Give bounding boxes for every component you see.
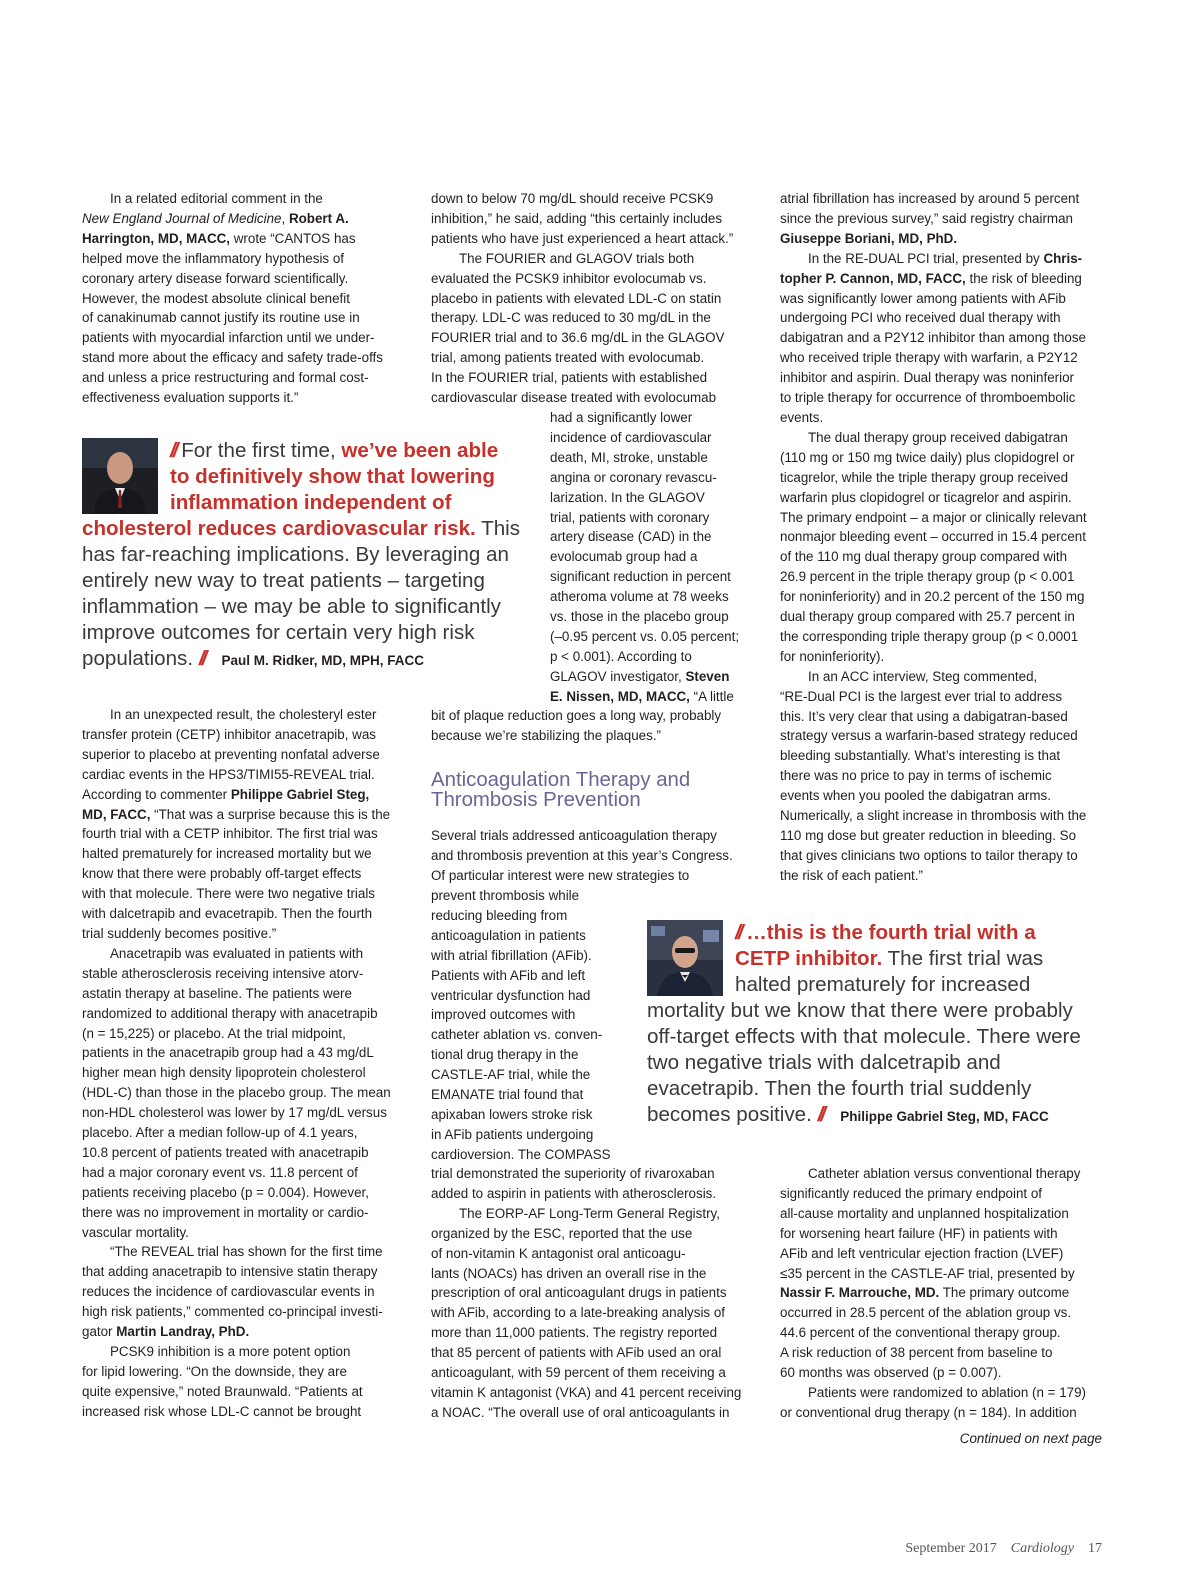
folio — [880, 1541, 1102, 1557]
quote-mark-icon: // — [735, 921, 741, 944]
text-line: high risk patients,” commented co-principal investi- — [82, 1304, 383, 1320]
text-line: inhibitor and aspirin. Dual therapy was noninferior — [780, 370, 1075, 386]
text-line: Patients with AFib and left — [431, 967, 586, 983]
text-line: vs. those in the placebo group — [550, 609, 729, 625]
text-line: transfer protein (CETP) inhibitor anacetrapib, was — [82, 726, 376, 742]
text-line: (n = 15,225) or placebo. At the trial midpoint, — [82, 1025, 346, 1041]
col2-narrow — [550, 408, 760, 707]
text-line: 26.9 percent in the triple therapy group (p < 0.001 — [780, 569, 1075, 585]
text-line: p < 0.001). According to — [550, 648, 692, 664]
text-line: there was no price to pay in terms of ischemic — [780, 768, 1052, 784]
text-line: that gives clinicians two options to tailor therapy to — [780, 847, 1078, 863]
text-line: vitamin K antagonist (VKA) and 41 percent receiving — [431, 1384, 742, 1400]
text-line: The EORP-AF Long-Term General Registry, — [459, 1205, 720, 1221]
text-line: non-HDL cholesterol was lower by 17 mg/dL versus — [82, 1105, 387, 1121]
text-line: prescription of oral anticoagulant drugs in patients — [431, 1285, 727, 1301]
text-line: with that molecule. There were two negative trials — [82, 886, 375, 902]
text-line: vascular mortality. — [82, 1224, 189, 1240]
text-line: that adding anacetrapib to intensive statin therapy — [82, 1264, 378, 1280]
text-line: The FOURIER and GLAGOV trials both — [459, 250, 695, 266]
quote-mark-icon: // — [817, 1103, 824, 1126]
text-line: CASTLE-AF trial, while the — [431, 1067, 591, 1083]
text-line: the corresponding triple therapy group (p < 0.0001 — [780, 628, 1079, 644]
text-line: trial suddenly becomes positive.” — [82, 925, 277, 941]
text-line: added to aspirin in patients with atherosclerosis. — [431, 1185, 717, 1201]
quote-line: to definitively show that lowering — [170, 465, 495, 488]
text-line: because we’re stabilizing the plaques.” — [431, 727, 662, 743]
text-line: therapy. LDL-C was reduced to 30 mg/dL in the — [431, 310, 711, 326]
text-line: topher P. Cannon, MD, FACC, the risk of bleeding — [780, 270, 1082, 286]
text-line: Numerically, a slight increase in thrombosis with the — [780, 808, 1087, 824]
text-line: undergoing PCI who received dual therapy with — [780, 310, 1061, 326]
text-line: E. Nissen, MD, MACC, “A little — [550, 688, 734, 704]
text-line: “RE-Dual PCI is the largest ever trial to address — [780, 688, 1063, 704]
text-line: with AFib, according to a late-breaking analysis of — [431, 1305, 726, 1321]
text-line: evaluated the PCSK9 inhibitor evolocumab vs. — [431, 270, 707, 286]
text-line: A risk reduction of 38 percent from baseline to — [780, 1345, 1053, 1361]
quote-line: has far-reaching implications. By leveraging an — [82, 543, 509, 566]
text-line: death, MI, stroke, unstable — [550, 449, 708, 465]
text-line: The primary endpoint – a major or clinically relevant — [780, 509, 1087, 525]
text-line: occurred in 28.5 percent of the ablation group vs. — [780, 1305, 1072, 1321]
text-line: 10.8 percent of patients treated with anacetrapib — [82, 1144, 369, 1160]
text-line: (110 mg or 150 mg twice daily) plus clopidogrel or — [780, 449, 1075, 465]
text-line: bit of plaque reduction goes a long way, probably — [431, 708, 722, 723]
quote-line: becomes positive. // Philippe Gabriel Steg, MD, FACC — [647, 1103, 1049, 1126]
quote-attribution: Philippe Gabriel Steg, MD, FACC — [840, 1109, 1049, 1124]
text-line: tional drug therapy in the — [431, 1047, 579, 1063]
quote-mark-icon: // — [198, 647, 205, 670]
col2-wide-after — [431, 706, 761, 746]
text-line: who received triple therapy with warfarin, a P2Y12 — [780, 350, 1078, 366]
text-line: to triple therapy for occurrence of thromboembolic — [780, 390, 1076, 406]
text-line: had a significantly lower — [550, 410, 693, 425]
text-line: atrial fibrillation has increased by around 5 percent — [780, 191, 1080, 206]
text-line: (HDL-C) than those in the placebo group. The mean — [82, 1085, 391, 1101]
text-line: artery disease (CAD) in the — [550, 529, 712, 545]
text-line: In the FOURIER trial, patients with established — [431, 370, 708, 386]
text-line: nonmajor bleeding event – occurred in 15.4 percent — [780, 529, 1086, 545]
text-line: a NOAC. “The overall use of oral anticoagulants in — [431, 1404, 730, 1420]
text-line: EMANATE trial found that — [431, 1087, 584, 1103]
text-line: higher mean high density lipoprotein cholesterol — [82, 1065, 366, 1081]
text-line: quite expensive,” noted Braunwald. “Patients at — [82, 1383, 363, 1399]
text-line: significantly reduced the primary endpoint of — [780, 1185, 1043, 1201]
col2-anticoag-wide — [431, 826, 761, 886]
quote-line: improve outcomes for certain very high risk — [82, 621, 475, 644]
quote-line: // For the first time, we’ve been able — [170, 439, 499, 462]
text-line: strategy versus a warfarin-based strategy reduced — [780, 728, 1078, 744]
text-line: that 85 percent of patients with AFib used an oral — [431, 1345, 722, 1361]
text-line: the risk of each patient.” — [780, 867, 923, 883]
text-line: placebo. After a median follow-up of 4.1 years, — [82, 1125, 358, 1141]
col3-bottom — [780, 1164, 1110, 1423]
heading-line: Thrombosis Prevention — [431, 789, 641, 811]
text-line: prevent thrombosis while — [431, 888, 580, 903]
text-line: catheter ablation vs. conven- — [431, 1027, 603, 1043]
text-line: 110 mg dose but greater reduction in bleeding. So — [780, 828, 1077, 843]
continued-note: Continued on next page — [959, 1431, 1102, 1446]
text-line: of the 110 mg dual therapy group compared with — [780, 549, 1068, 565]
quote-line: mortality but we know that there were probably — [647, 999, 1073, 1022]
text-line: anticoagulation in patients — [431, 927, 586, 943]
quote-line: inflammation independent of — [170, 491, 452, 514]
text-line: halted prematurely for increased mortality but we — [82, 846, 372, 862]
text-line: there was no improvement in mortality or cardio- — [82, 1204, 369, 1220]
text-line: dabigatran and a P2Y12 inhibitor than among those — [780, 330, 1086, 346]
col2-top — [431, 189, 761, 408]
text-line: was significantly lower among patients with AFib — [780, 290, 1066, 306]
text-line: know that there were probably off-target effects — [82, 866, 362, 882]
text-line: MD, FACC, “That was a surprise because this is the — [82, 806, 391, 822]
text-line: with dalcetrapib and evacetrapib. Then the fourth — [82, 906, 373, 922]
text-line: Giuseppe Boriani, MD, PhD. — [780, 230, 958, 246]
text-line: patients who have just experienced a heart attack.” — [431, 230, 734, 246]
text-line: patients with myocardial infarction until we under- — [82, 330, 375, 346]
text-line: apixaban lowers stroke risk — [431, 1106, 593, 1122]
text-line: lants (NOACs) has driven an overall rise in the — [431, 1265, 707, 1281]
text-line: of non-vitamin K antagonist oral anticoagu- — [431, 1245, 686, 1261]
text-line: reducing bleeding from — [431, 907, 568, 923]
text-line: fourth trial with a CETP inhibitor. The first trial was — [82, 826, 378, 842]
text-line: patients receiving placebo (p = 0.004). However, — [82, 1184, 369, 1200]
text-line: In the RE-DUAL PCI trial, presented by Chris- — [808, 250, 1083, 266]
quote-line: populations. // Paul M. Ridker, MD, MPH, FACC — [82, 647, 424, 670]
text-line: in AFib patients undergoing — [431, 1126, 594, 1142]
text-line: 60 months was observed (p = 0.007). — [780, 1365, 1002, 1381]
text-line: of canakinumab cannot justify its routine use in — [82, 310, 360, 326]
text-line: “The REVEAL trial has shown for the first time — [110, 1244, 383, 1260]
text-line: In an ACC interview, Steg commented, — [808, 668, 1038, 684]
text-line: Nassir F. Marrouche, MD. The primary outcome — [780, 1285, 1070, 1301]
text-line: trial, among patients treated with evolocumab. — [431, 350, 705, 366]
text-line: Patients were randomized to ablation (n = 179) — [808, 1384, 1087, 1400]
text-line: stable atherosclerosis receiving intensive atorv- — [82, 965, 364, 981]
text-line: AFib and left ventricular ejection fraction (LVEF) — [780, 1245, 1064, 1261]
text-line: for noninferiority). — [780, 648, 885, 664]
text-line: this. It’s very clear that using a dabigatran-based — [780, 708, 1068, 724]
quote-line: off-target effects with that molecule. There were — [647, 1025, 1081, 1048]
text-line: increased risk whose LDL-C cannot be brought — [82, 1403, 362, 1419]
text-line: New England Journal of Medicine, Robert A. — [82, 210, 349, 226]
text-line: In a related editorial comment in the — [110, 191, 323, 206]
quote-attribution: Paul M. Ridker, MD, MPH, FACC — [221, 653, 424, 668]
text-line: In an unexpected result, the cholesteryl ester — [110, 707, 377, 722]
text-line: incidence of cardiovascular — [550, 429, 712, 445]
text-line: superior to placebo at preventing nonfatal adverse — [82, 746, 380, 762]
col3-top — [780, 189, 1110, 886]
text-line: organized by the ESC, reported that the use — [431, 1225, 693, 1241]
text-line: gator Martin Landray, PhD. — [82, 1324, 250, 1340]
pull-quote-2 — [647, 920, 1092, 1130]
text-line: and unless a price restructuring and formal cost- — [82, 370, 369, 386]
text-line: FOURIER trial and to 36.6 mg/dL in the GLAGOV — [431, 330, 725, 346]
text-line: astatin therapy at baseline. The patients were — [82, 985, 352, 1001]
quote-line: entirely new way to treat patients – targeting — [82, 569, 485, 592]
text-line: inhibition,” he said, adding “this certainly includes — [431, 210, 723, 226]
pull-quote-1 — [82, 438, 522, 674]
text-line: more than 11,000 patients. The registry reported — [431, 1325, 718, 1341]
text-line: bleeding substantially. What’s interesting is that — [780, 748, 1061, 764]
text-line: Anacetrapib was evaluated in patients with — [110, 945, 364, 961]
text-line: reduces the incidence of cardiovascular events in — [82, 1284, 375, 1300]
text-line: for lipid lowering. “On the downside, they are — [82, 1363, 347, 1379]
text-line: cardiac events in the HPS3/TIMI55-REVEAL trial. — [82, 766, 375, 782]
text-line: stand more about the efficacy and safety trade-offs — [82, 350, 383, 366]
text-line: angina or coronary revascu- — [550, 469, 717, 485]
text-line: Of particular interest were new strategies to — [431, 867, 690, 883]
text-line: ventricular dysfunction had — [431, 987, 591, 1003]
text-line: warfarin plus clopidogrel or ticagrelor and aspirin. — [780, 489, 1072, 505]
text-line: (–0.95 percent vs. 0.05 percent; — [550, 628, 740, 644]
text-line: However, the modest absolute clinical benefit — [82, 290, 350, 306]
text-line: ticagrelor, while the triple therapy group received — [780, 469, 1069, 485]
text-line: placebo in patients with elevated LDL-C on statin — [431, 290, 722, 306]
text-line: helped move the inflammatory hypothesis of — [82, 250, 345, 266]
text-line: The dual therapy group received dabigatran — [808, 429, 1068, 445]
text-line: improved outcomes with — [431, 1007, 576, 1023]
quote-line: cholesterol reduces cardiovascular risk. This — [82, 517, 521, 540]
quote-line: two negative trials with dalcetrapib and — [647, 1051, 1001, 1074]
quote-line: inflammation – we may be able to significantly — [82, 595, 501, 618]
text-line: Several trials addressed anticoagulation therapy — [431, 828, 717, 843]
quote-line: CETP inhibitor. The first trial was — [735, 947, 1044, 970]
text-line: randomized to additional therapy with anacetrapib — [82, 1005, 378, 1021]
text-line: significant reduction in percent — [550, 569, 731, 585]
text-line: cardiovascular disease treated with evolocumab — [431, 390, 717, 406]
text-line: PCSK9 inhibition is a more potent option — [110, 1344, 351, 1359]
text-line: Catheter ablation versus conventional therapy — [808, 1166, 1081, 1181]
text-line: trial, patients with coronary — [550, 509, 710, 525]
text-line: or conventional drug therapy (n = 184). In addition — [780, 1404, 1077, 1420]
text-line: had a major coronary event vs. 11.8 percent of — [82, 1164, 358, 1180]
section-heading-anticoagulation — [431, 770, 761, 810]
quote-line: // …this is the fourth trial with a — [735, 921, 1036, 944]
text-line: atheroma volume at 78 weeks — [550, 589, 729, 605]
folio-magazine: Cardiology — [1010, 1541, 1074, 1556]
text-line: According to commenter Philippe Gabriel Steg, — [82, 786, 370, 802]
text-line: ≤35 percent in the CASTLE-AF trial, presented by — [780, 1265, 1075, 1281]
folio-date: September 2017 — [905, 1541, 997, 1556]
col2-anticoag-narrow — [431, 886, 631, 1165]
quote-line: evacetrapib. Then the fourth trial suddenly — [647, 1077, 1032, 1100]
text-line: all-cause mortality and unplanned hospitalization — [780, 1205, 1069, 1221]
text-line: down to below 70 mg/dL should receive PCSK9 — [431, 191, 714, 206]
folio-page-number: 17 — [1088, 1541, 1102, 1556]
text-line: anticoagulant, with 59 percent of them receiving a — [431, 1365, 726, 1381]
col1-para1 — [82, 189, 412, 408]
text-line: patients in the anacetrapib group had a 43 mg/dL — [82, 1045, 374, 1061]
text-line: dual therapy group compared with 25.7 percent in — [780, 609, 1075, 625]
text-line: cardioversion. The COMPASS — [431, 1146, 611, 1162]
text-line: and thrombosis prevention at this year’s Congress. — [431, 847, 733, 863]
text-line: for noninferiority) and in 20.2 percent of the 150 mg — [780, 589, 1085, 605]
text-line: events when you pooled the dabigatran arms. — [780, 788, 1051, 804]
text-line: Harrington, MD, MACC, wrote “CANTOS has — [82, 230, 356, 246]
text-line: 44.6 percent of the conventional therapy group. — [780, 1325, 1061, 1341]
text-line: with atrial fibrillation (AFib). — [431, 947, 592, 963]
text-line: effectiveness evaluation supports it.” — [82, 390, 299, 406]
text-line: trial demonstrated the superiority of rivaroxaban — [431, 1166, 715, 1181]
col2-bottom — [431, 1164, 761, 1423]
text-line: since the previous survey,” said registry chairman — [780, 210, 1073, 226]
text-line: events. — [780, 409, 824, 425]
text-line: larization. In the GLAGOV — [550, 489, 705, 505]
quote-line: halted prematurely for increased — [735, 973, 1031, 996]
text-line: evolocumab group had a — [550, 549, 698, 565]
col1-para2 — [82, 705, 412, 1422]
text-line: for worsening heart failure (HF) in patients with — [780, 1225, 1058, 1241]
quote-mark-icon: // — [170, 439, 176, 462]
text-line: GLAGOV investigator, Steven — [550, 668, 730, 684]
text-line: coronary artery disease forward scientifically. — [82, 270, 349, 286]
heading-line: Anticoagulation Therapy and — [431, 769, 691, 791]
